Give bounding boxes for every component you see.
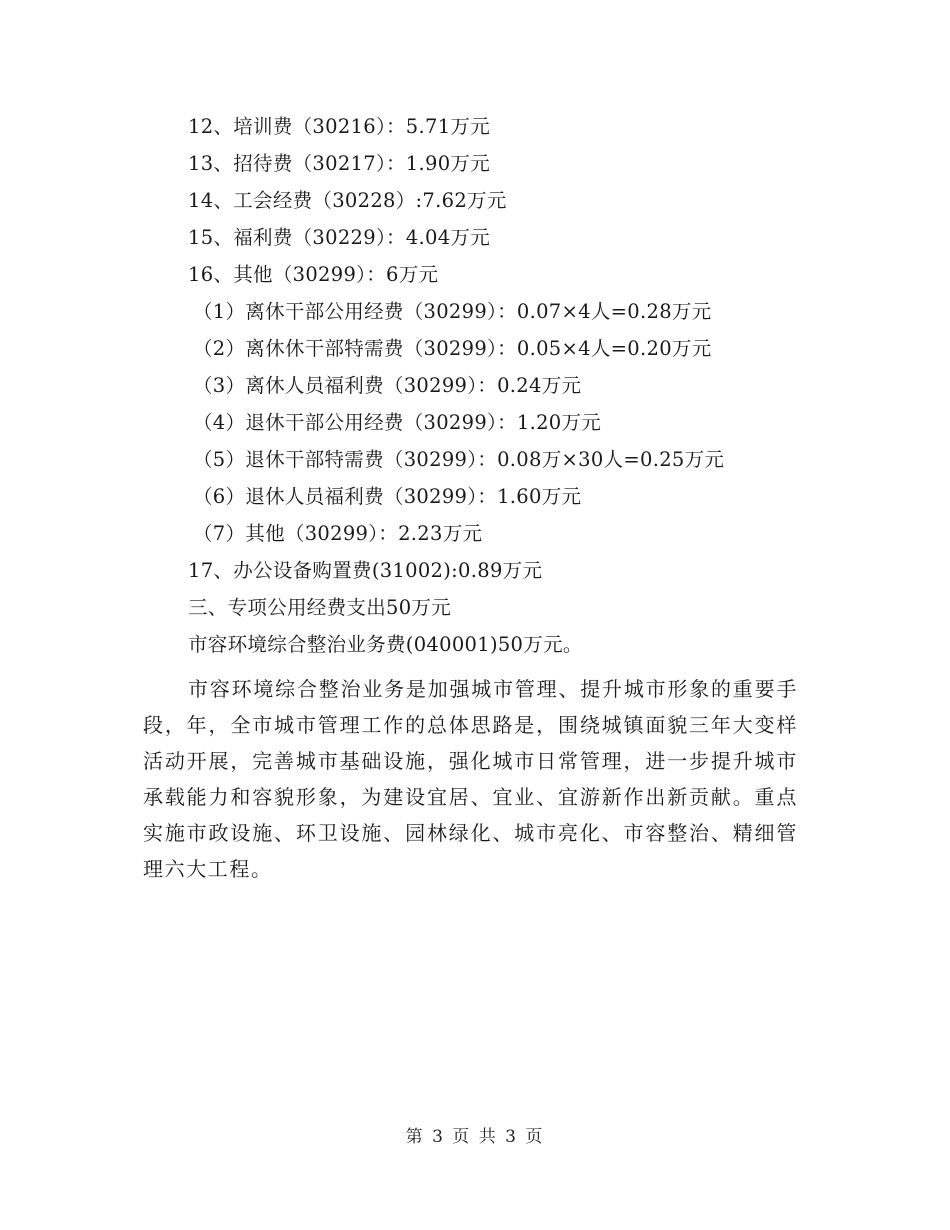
budget-subitem: （6）退休人员福利费（30299）：1.60万元 [193, 485, 582, 508]
budget-item: 14、工会经费（30228）:7.62万元 [188, 189, 507, 212]
budget-item: 16、其他（30299）：6万元 [188, 263, 439, 286]
document-body [143, 108, 798, 887]
budget-item: 12、培训费（30216）：5.71万元 [188, 115, 491, 138]
budget-item: 15、福利费（30229）：4.04万元 [188, 226, 491, 249]
budget-item-list [143, 108, 798, 663]
budget-subitem: （7）其他（30299）：2.23万元 [193, 522, 483, 545]
body-paragraph: 市容环境综合整治业务是加强城市管理、提升城市形象的重要手段，年，全市城市管理工作的总体思路是，围绕城镇面貌三年大变样活动开展，完善城市基础设施，强化城市日常管理，进一步提升城市承载能力和容貌形象，为建设宜居、宜业、宜游新作出新贡献。重点实施市政设施、环卫设施、园林绿化、城市亮化、市容整治、精细管理六大工程。 [143, 677, 798, 881]
budget-item: 17、办公设备购置费(31002):0.89万元 [188, 559, 543, 582]
budget-subitem: （1）离休干部公用经费（30299）：0.07×4人=0.28万元 [193, 300, 712, 323]
budget-item: 市容环境综合整治业务费(040001)50万元。 [188, 633, 583, 656]
page-footer: 第 3 页 共 3 页 [405, 1127, 545, 1147]
budget-item: 13、招待费（30217）：1.90万元 [188, 152, 491, 175]
budget-subitem: （2）离休休干部特需费（30299）：0.05×4人=0.20万元 [193, 337, 712, 360]
budget-subitem: （3）离休人员福利费（30299）：0.24万元 [193, 374, 582, 397]
budget-subitem: （4）退休干部公用经费（30299）：1.20万元 [193, 411, 602, 434]
budget-item: 三、专项公用经费支出50万元 [188, 596, 452, 619]
budget-subitem: （5）退休干部特需费（30299）：0.08万×30人=0.25万元 [193, 448, 725, 471]
